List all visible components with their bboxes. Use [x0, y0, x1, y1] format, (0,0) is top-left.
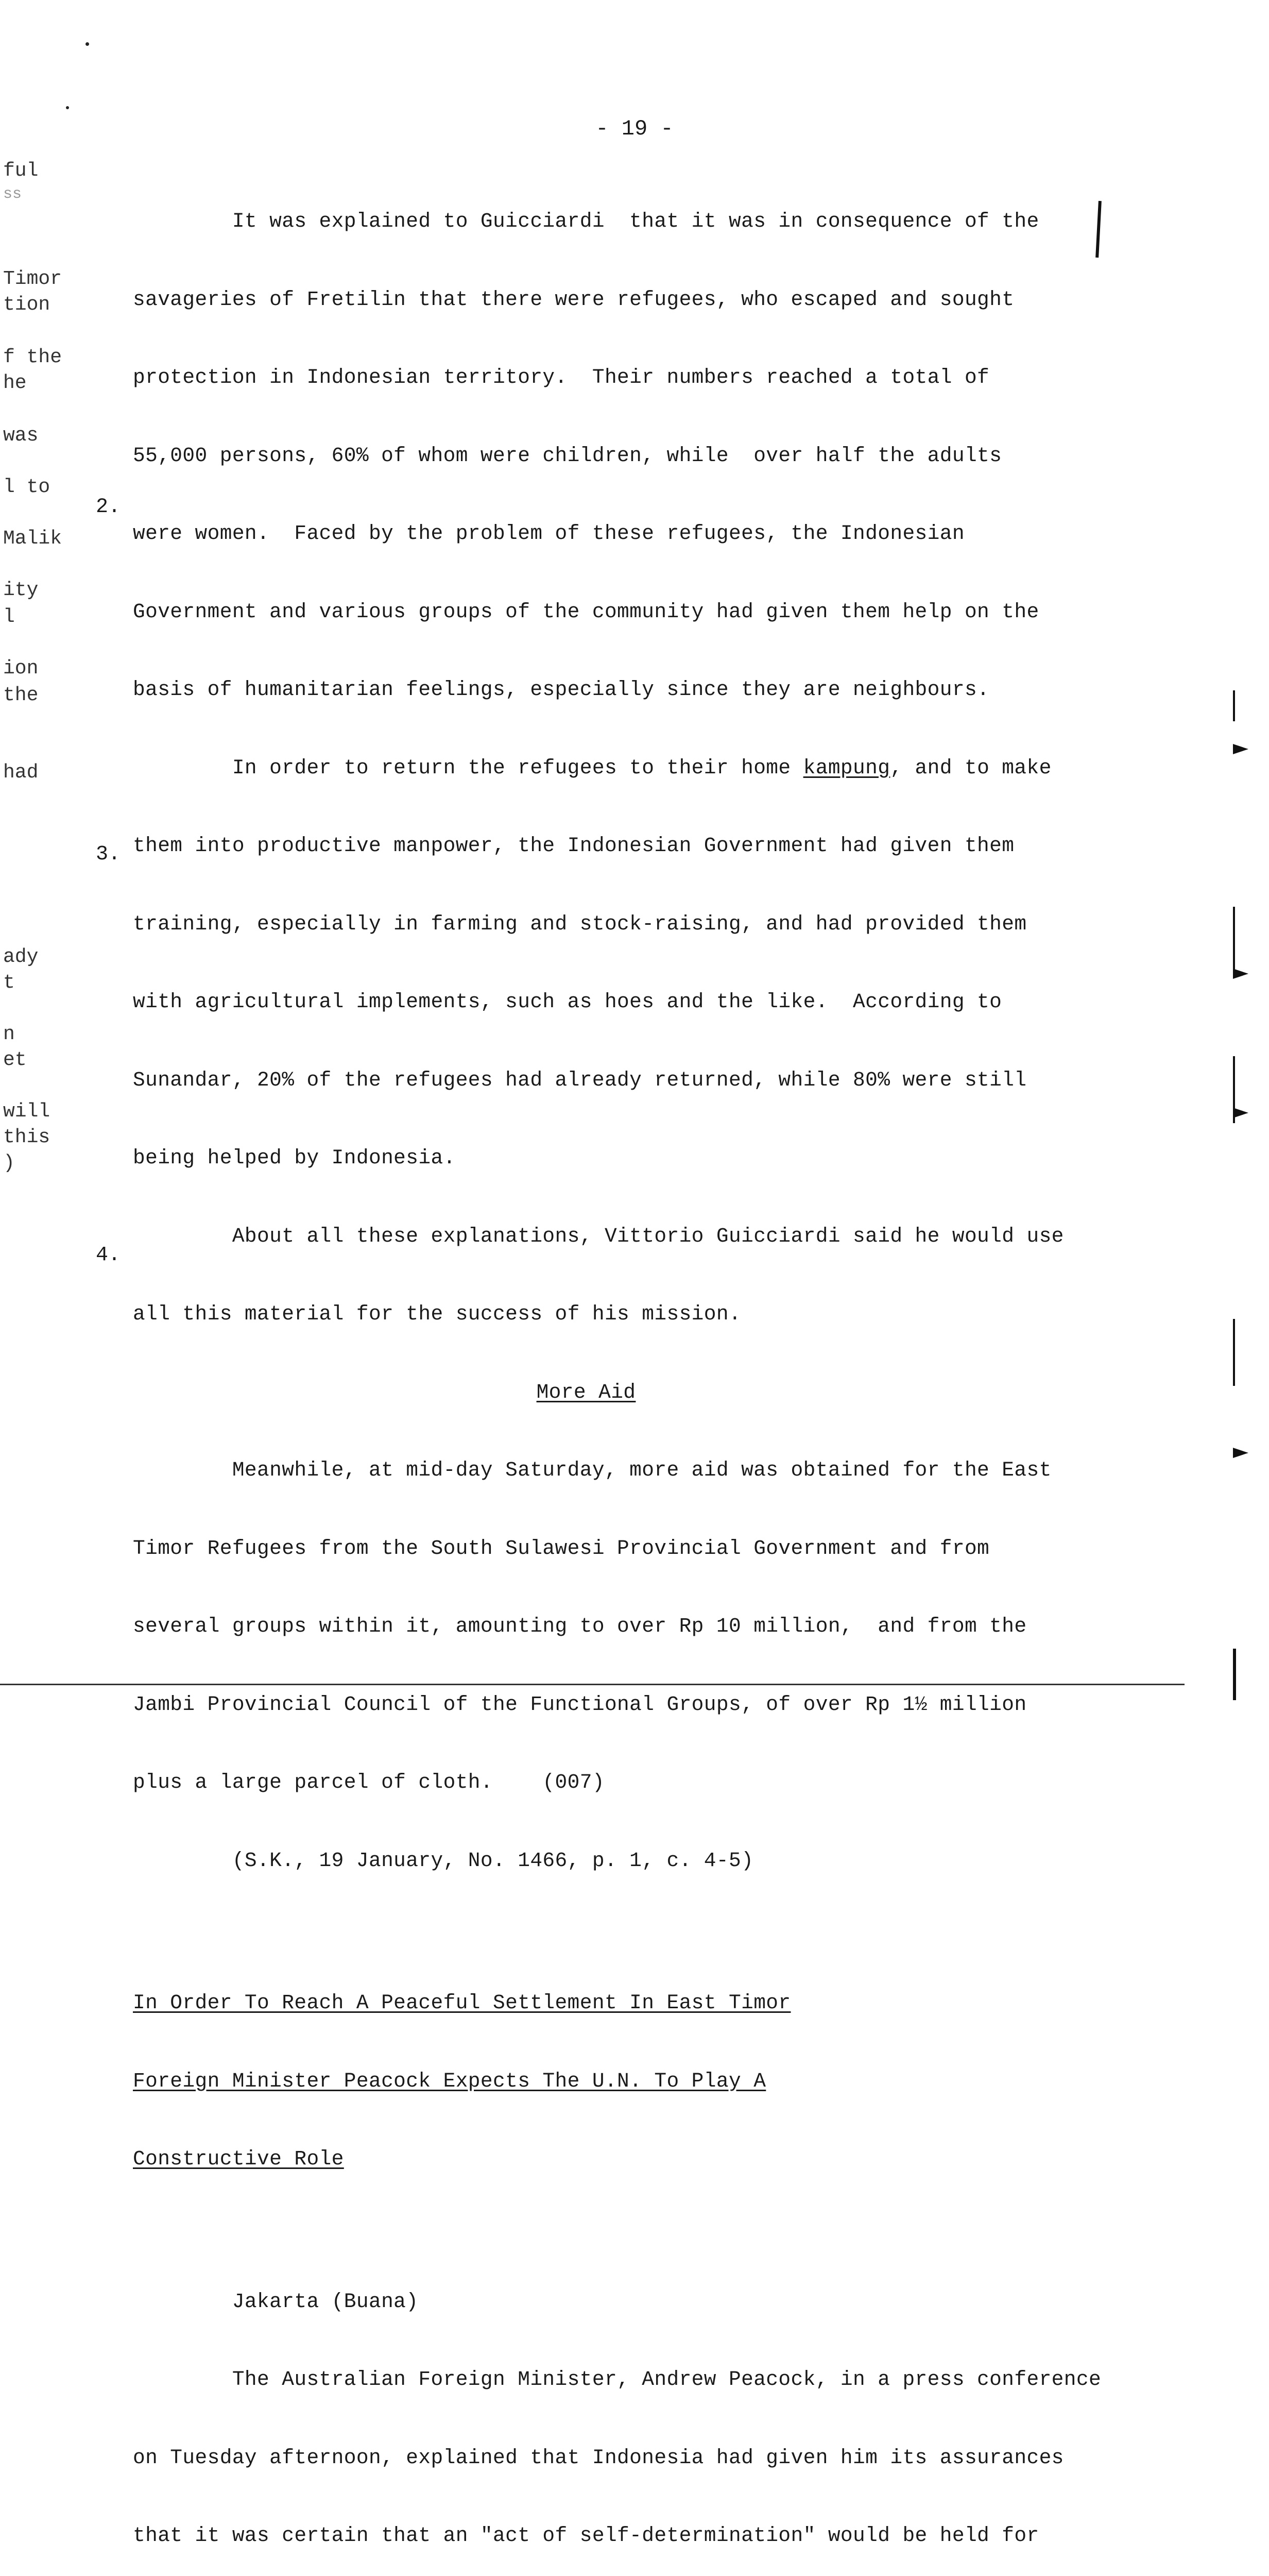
margin-fragment: had	[3, 761, 39, 784]
heading-text: More Aid	[536, 1380, 636, 1404]
text-line: savageries of Fretilin that there were refugees, who escaped and sought	[133, 287, 1015, 311]
text-span: , and to make	[890, 756, 1052, 779]
text-line: Timor Refugees from the South Sulawesi Provincial Government and from	[133, 1536, 990, 1560]
margin-fragment: l	[3, 606, 15, 628]
margin-fragment: et	[3, 1049, 27, 1071]
article-headline	[133, 2069, 1142, 2095]
headline-text: In Order To Reach A Peaceful Settlement In East Timor	[133, 1991, 791, 2014]
text-line: that it was certain that an "act of self-determination" would be held for	[133, 2524, 1039, 2547]
text-line: were women. Faced by the problem of these refugees, the Indonesian	[133, 522, 965, 545]
text-line: Sunandar, 20% of the refugees had already returned, while 80% were still	[133, 1068, 1027, 1092]
text-line: on Tuesday afternoon, explained that Indonesia had given him its assurances	[133, 2446, 1064, 2469]
article-headline	[133, 1990, 1142, 2016]
text-line: It was explained to Guicciardi that it was in consequence of the	[133, 210, 1039, 233]
text-line: with agricultural implements, such as hoes and the like. According to	[133, 990, 1002, 1013]
margin-fragment: t	[3, 972, 15, 994]
margin-fragment: ity	[3, 579, 39, 601]
margin-mark	[1233, 1649, 1236, 1700]
margin-fragment: ion	[3, 657, 39, 680]
margin-fragment: Malik	[3, 528, 62, 550]
paragraph-number: 3.	[96, 843, 121, 866]
text-line: Government and various groups of the community had given them help on the	[133, 600, 1039, 623]
scan-speck	[85, 42, 89, 46]
bottom-rule	[0, 1684, 1185, 1685]
margin-arrow	[1233, 744, 1248, 754]
text-line: Meanwhile, at mid-day Saturday, more aid was obtained for the East	[133, 1459, 1052, 1482]
margin-fragment: Timor	[3, 268, 62, 290]
dateline: Jakarta (Buana)	[133, 2290, 419, 2313]
margin-arrow	[1233, 969, 1248, 979]
margin-fragment: ful	[3, 160, 39, 182]
page-number: - 19 -	[595, 116, 674, 141]
text-line: training, especially in farming and stock-raising, and had provided them	[133, 912, 1027, 936]
margin-fragment: ss	[3, 185, 22, 203]
text-line: About all these explanations, Vittorio Guicciardi said he would use	[133, 1224, 1064, 1248]
margin-fragment: l to	[3, 476, 50, 498]
margin-fragment: he	[3, 372, 27, 394]
margin-fragment: the	[3, 684, 39, 706]
text-line: plus a large parcel of cloth. (007)	[133, 1771, 605, 1794]
margin-arrow	[1233, 1448, 1248, 1458]
headline-text: Constructive Role	[133, 2147, 344, 2171]
margin-fragment: tion	[3, 294, 50, 316]
text-line: several groups within it, amounting to over Rp 10 million, and from the	[133, 1615, 1027, 1638]
margin-mark	[1233, 1319, 1235, 1386]
margin-fragment: will	[3, 1100, 50, 1123]
text-line: all this material for the success of his mission.	[133, 1302, 742, 1326]
text-line: protection in Indonesian territory. Their numbers reached a total of	[133, 366, 990, 389]
section-heading	[133, 1380, 1142, 1406]
text-line	[133, 755, 1142, 782]
text-span: In order to return the refugees to their home	[133, 756, 803, 779]
text-line: The Australian Foreign Minister, Andrew Peacock, in a press conference	[133, 2368, 1102, 2391]
text-line: being helped by Indonesia.	[133, 1146, 456, 1170]
margin-fragment: f the	[3, 346, 62, 368]
margin-arrow	[1233, 1108, 1248, 1118]
headline-text: Foreign Minister Peacock Expects The U.N. To Play A	[133, 2069, 766, 2093]
margin-fragment: n	[3, 1023, 15, 1045]
text-line: basis of humanitarian feelings, especially since they are neighbours.	[133, 678, 990, 701]
margin-mark	[1233, 690, 1235, 721]
article-headline	[133, 2146, 1142, 2173]
margin-fragment: ady	[3, 946, 39, 968]
margin-mark	[1233, 907, 1235, 974]
document-body	[133, 157, 1142, 2576]
text-line: Jambi Provincial Council of the Functional Groups, of over Rp 1½ million	[133, 1692, 1027, 1716]
paragraph-number: 2.	[96, 496, 121, 519]
margin-fragment: was	[3, 425, 39, 447]
paragraph-number: 4.	[96, 1244, 121, 1267]
text-line: 55,000 persons, 60% of whom were children, while over half the adults	[133, 444, 1002, 467]
text-line: them into productive manpower, the Indonesian Government had given them	[133, 834, 1015, 857]
underlined-word: kampung	[803, 756, 890, 779]
source-citation: (S.K., 19 January, No. 1466, p. 1, c. 4-5)	[133, 1849, 754, 1872]
margin-fragment: )	[3, 1152, 15, 1174]
margin-fragment: this	[3, 1126, 50, 1148]
scan-speck	[66, 106, 69, 109]
